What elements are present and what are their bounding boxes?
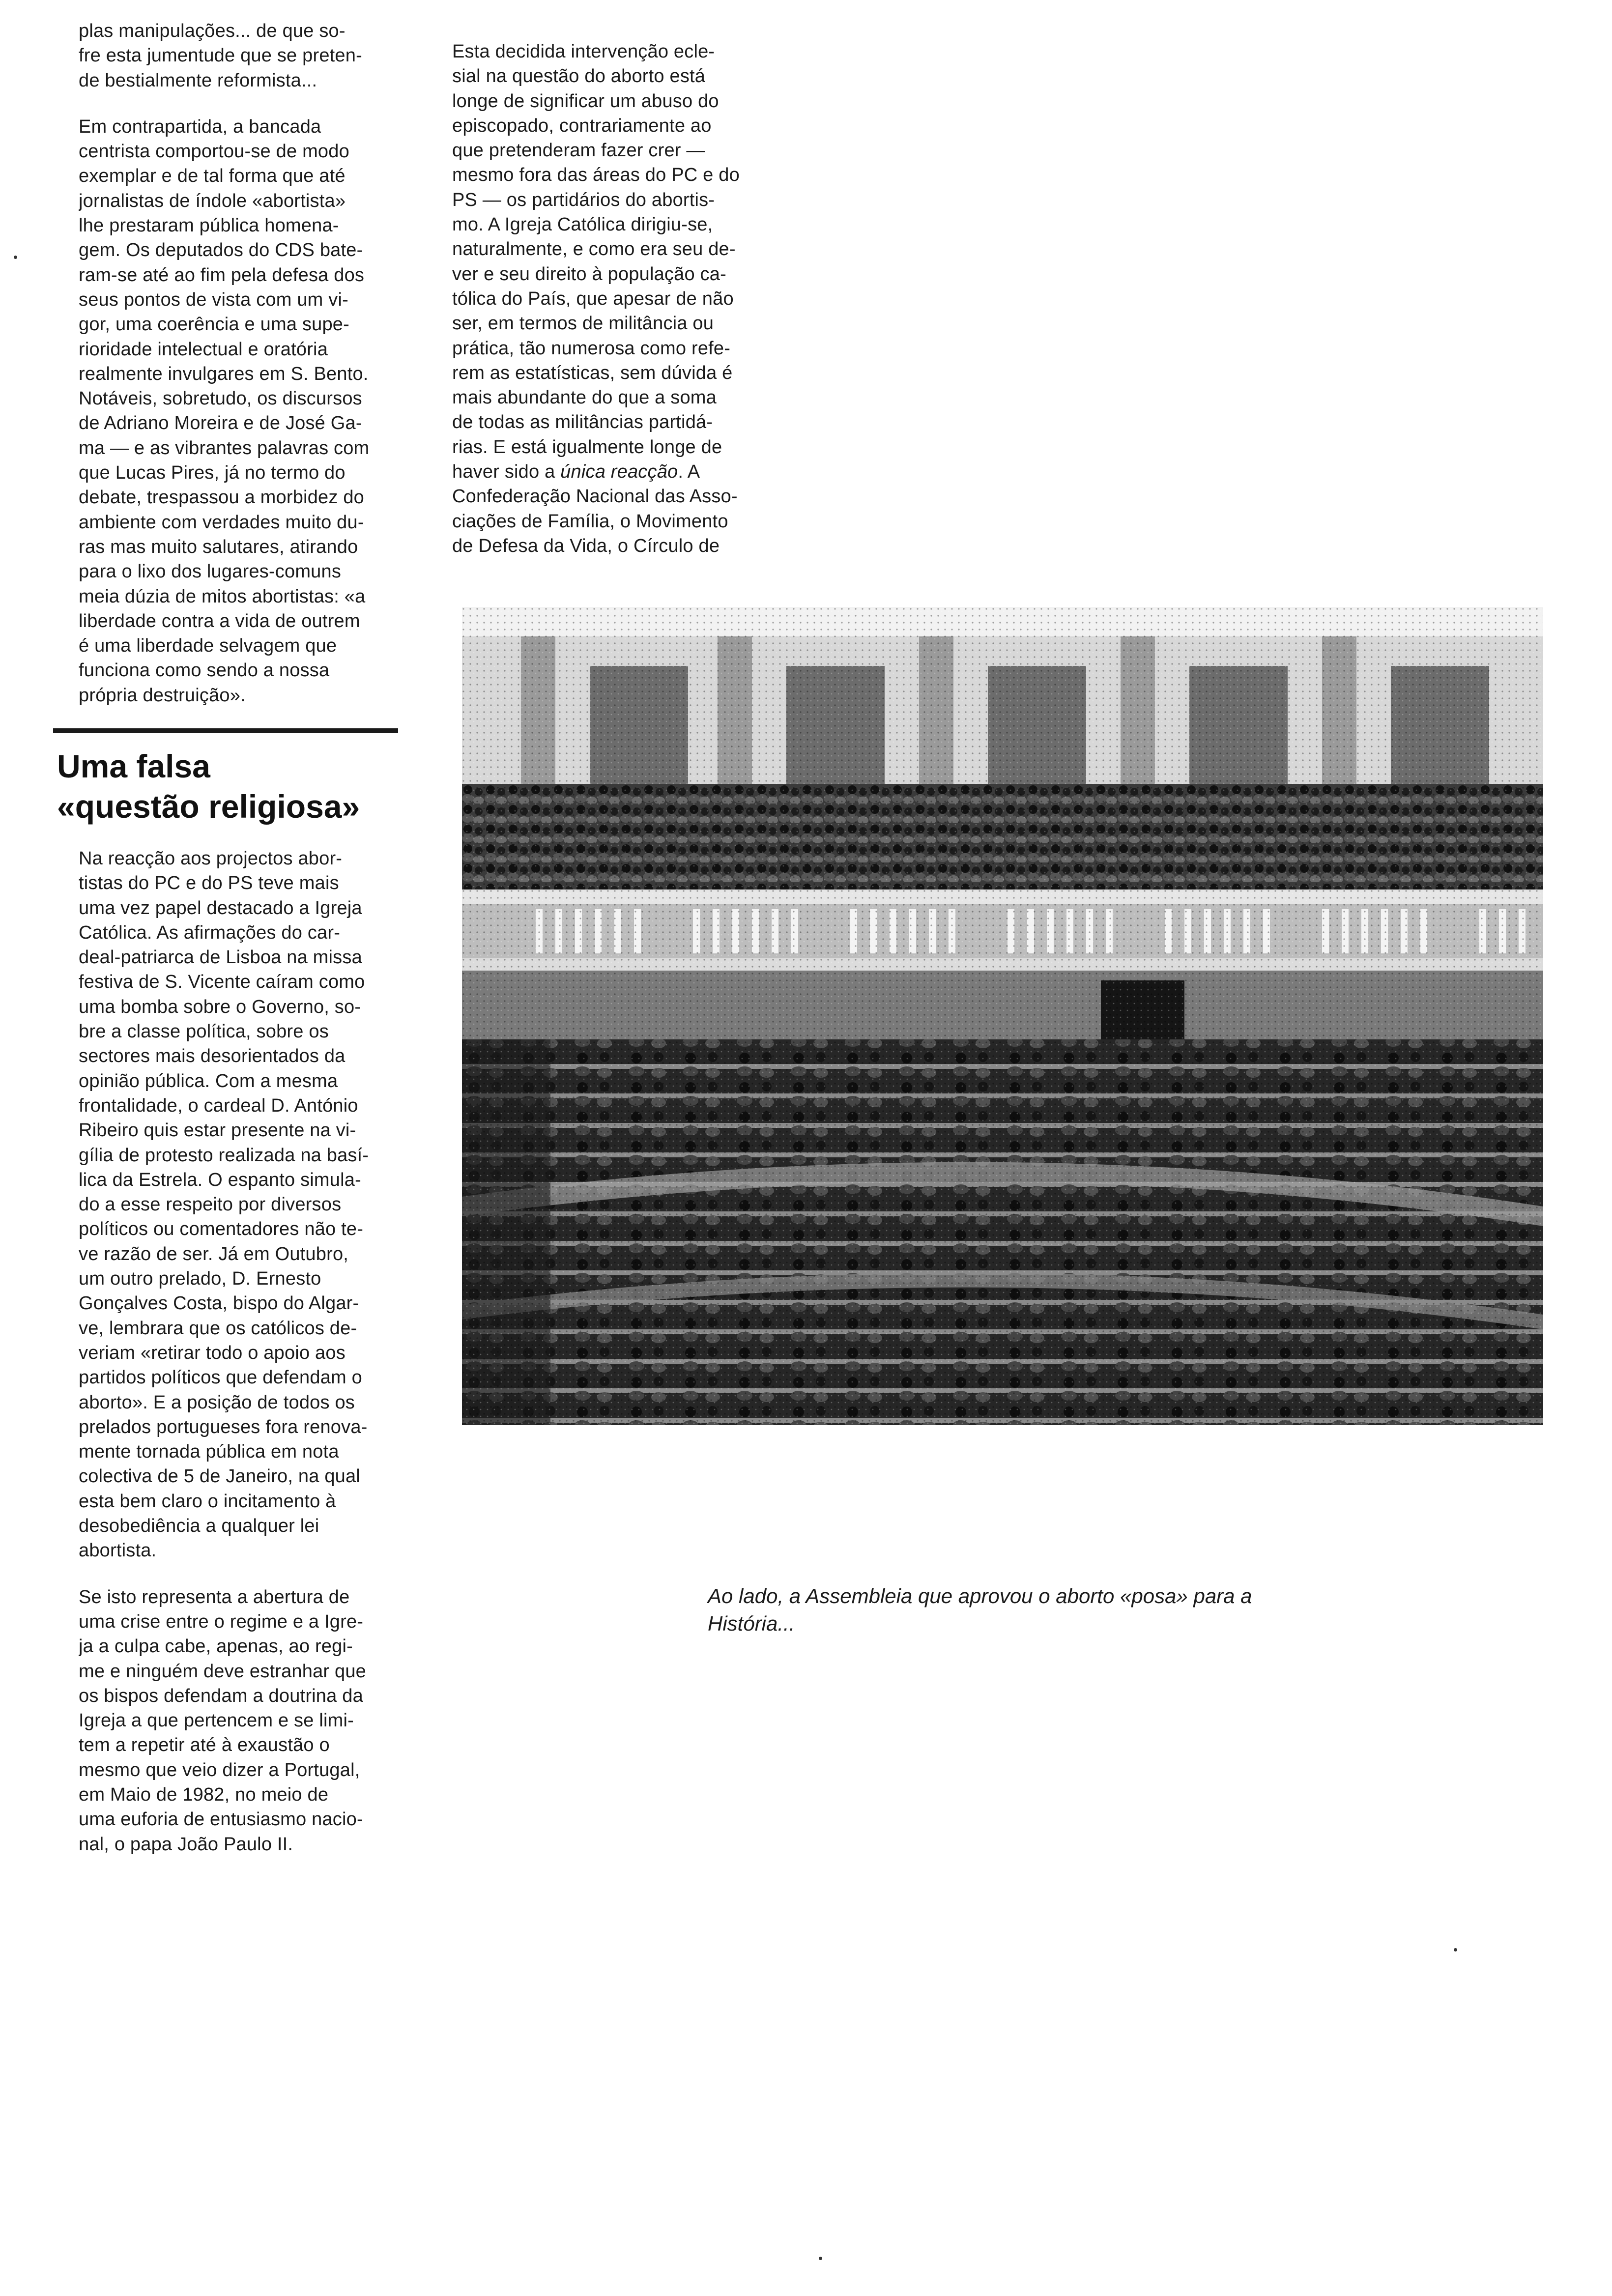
- scan-speck: [819, 2257, 822, 2260]
- text-line: liberdade contra a vida de outrem: [79, 610, 360, 631]
- text-line: do a esse respeito por diversos: [79, 1194, 342, 1215]
- scan-speck: [1454, 1948, 1457, 1952]
- caption-line: História...: [708, 1612, 795, 1635]
- section-heading-line: Uma falsa: [57, 748, 210, 784]
- text-line: é uma liberdade selvagem que: [79, 635, 337, 657]
- caption-line: Ao lado, a Assembleia que aprovou o aborto «posa» para a: [708, 1584, 1252, 1607]
- text-line: ser, em termos de militância ou: [452, 313, 714, 334]
- text-line: centrista comportou-se de modo: [79, 141, 349, 162]
- text-line: plas manipulações... de que so-: [79, 21, 345, 41]
- text-line: me e ninguém deve estranhar que: [79, 1661, 367, 1682]
- text-line: uma crise entre o regime e a Igre-: [79, 1611, 364, 1632]
- text-line: Se isto representa a abertura de: [79, 1586, 350, 1607]
- text-line: mente tornada pública em nota: [79, 1441, 339, 1463]
- paragraph: [79, 115, 398, 708]
- text-line: Ribeiro quis estar presente na vi-: [79, 1120, 356, 1141]
- text-line: Em contrapartida, a bancada: [79, 116, 321, 137]
- text-line: de Adriano Moreira e de José Ga-: [79, 413, 362, 434]
- paragraph: [79, 19, 398, 93]
- text-line: de todas as militâncias partidá-: [452, 412, 713, 433]
- middle-column: [452, 39, 791, 558]
- text-line: jornalistas de índole «abortista»: [79, 190, 346, 211]
- text-line: Notáveis, sobretudo, os discursos: [79, 388, 362, 409]
- text-line: longe de significar um abuso do: [452, 90, 719, 112]
- text-line: uma vez papel destacado a Igreja: [79, 897, 362, 918]
- text-line: uma bomba sobre o Governo, so-: [79, 996, 361, 1017]
- text-line: Esta decidida intervenção ecle-: [452, 41, 715, 62]
- text-line: gor, uma coerência e uma supe-: [79, 314, 349, 335]
- text-line: fre esta jumentude que se preten-: [79, 45, 362, 66]
- text-line: veriam «retirar todo o apoio aos: [79, 1342, 345, 1363]
- section-heading: [57, 746, 411, 827]
- text-line: Gonçalves Costa, bispo do Algar-: [79, 1293, 359, 1314]
- text-line: tistas do PC e do PS teve mais: [79, 873, 339, 894]
- text-line: episcopado, contrariamente ao: [452, 115, 712, 136]
- text-line: colectiva de 5 de Janeiro, na qual: [79, 1466, 360, 1487]
- text-line: Confederação Nacional das Asso-: [452, 486, 738, 507]
- left-column-top: [79, 19, 398, 708]
- text-line: festiva de S. Vicente caíram como: [79, 972, 365, 993]
- text-line: esta bem claro o incitamento à: [79, 1491, 336, 1512]
- paragraph: [79, 846, 398, 1563]
- text-line: naturalmente, e como era seu de-: [452, 239, 736, 260]
- text-line: abortista.: [79, 1540, 157, 1561]
- text-line: funciona como sendo a nossa: [79, 660, 330, 681]
- text-line: que pretenderam fazer crer —: [452, 140, 705, 161]
- text-line: prelados portugueses fora renova-: [79, 1416, 368, 1437]
- photo-caption: [708, 1582, 1406, 1637]
- text-line: desobediência a qualquer lei: [79, 1516, 319, 1537]
- text-line: uma euforia de entusiasmo nacio-: [79, 1809, 363, 1830]
- text-line: Igreja a que pertencem e se limi-: [79, 1710, 354, 1731]
- text-line: ve razão de ser. Já em Outubro,: [79, 1243, 349, 1264]
- text-line: PS — os partidários do abortis-: [452, 189, 715, 210]
- text-line: opinião pública. Com a mesma: [79, 1070, 338, 1091]
- assembly-chamber-photo: [462, 607, 1543, 1425]
- text-line: nal, o papa João Paulo II.: [79, 1834, 293, 1855]
- scan-speck: [14, 256, 17, 259]
- text-line: ram-se até ao fim pela defesa dos: [79, 264, 365, 286]
- text-line: de bestialmente reformista...: [79, 70, 317, 91]
- text-line: lica da Estrela. O espanto simula-: [79, 1169, 361, 1190]
- text-line: meia dúzia de mitos abortistas: «a: [79, 586, 366, 607]
- text-line: deal-patriarca de Lisboa na missa: [79, 947, 362, 968]
- text-line: para o lixo dos lugares-comuns: [79, 561, 342, 582]
- section-rule: [53, 728, 398, 733]
- text-line: ma — e as vibrantes palavras com: [79, 437, 370, 459]
- text-line: políticos ou comentadores não te-: [79, 1219, 364, 1240]
- text-line: sectores mais desorientados da: [79, 1046, 345, 1067]
- text-line: rem as estatísticas, sem dúvida é: [452, 362, 733, 383]
- text-line: ciações de Família, o Movimento: [452, 511, 728, 532]
- text-line: mais abundante do que a soma: [452, 387, 717, 408]
- text-line: partidos políticos que defendam o: [79, 1367, 362, 1388]
- text-line: prática, tão numerosa como refe-: [452, 338, 731, 359]
- text-line: ver e seu direito à população ca-: [452, 263, 726, 285]
- text-line: gem. Os deputados do CDS bate-: [79, 240, 363, 261]
- text-line: em Maio de 1982, no meio de: [79, 1784, 329, 1805]
- text-line: gília de protesto realizada na basí-: [79, 1145, 369, 1166]
- text-line: tólica do País, que apesar de não: [452, 288, 734, 309]
- text-line: ras mas muito salutares, atirando: [79, 536, 358, 557]
- text-line: exemplar e de tal forma que até: [79, 166, 345, 187]
- text-line: rioridade intelectual e oratória: [79, 339, 328, 360]
- text-line: frontalidade, o cardeal D. António: [79, 1095, 358, 1116]
- text-line: que Lucas Pires, já no termo do: [79, 462, 345, 484]
- text-line: seus pontos de vista com um vi-: [79, 289, 348, 310]
- text-line: tem a repetir até à exaustão o: [79, 1735, 330, 1756]
- paragraph: [79, 1585, 398, 1857]
- text-line: realmente invulgares em S. Bento.: [79, 363, 369, 384]
- text-line: bre a classe política, sobre os: [79, 1021, 329, 1042]
- text-line: rias. E está igualmente longe de: [452, 436, 722, 458]
- text-line: um outro prelado, D. Ernesto: [79, 1268, 321, 1290]
- text-line: própria destruição».: [79, 685, 246, 706]
- text-line: lhe prestaram pública homena-: [79, 215, 339, 236]
- text-line: de Defesa da Vida, o Círculo de: [452, 535, 720, 556]
- text-line: ja a culpa cabe, apenas, ao regi-: [79, 1636, 353, 1657]
- text-line: aborto». E a posição de todos os: [79, 1392, 355, 1413]
- text-line: os bispos defendam a doutrina da: [79, 1685, 363, 1706]
- text-line: Na reacção aos projectos abor-: [79, 848, 343, 869]
- section-heading-line: «questão religiosa»: [57, 788, 360, 825]
- text-line: mo. A Igreja Católica dirigiu-se,: [452, 214, 713, 235]
- text-line: ambiente com verdades muito du-: [79, 512, 364, 533]
- text-line: debate, trespassou a morbidez do: [79, 487, 364, 508]
- left-column-bottom: [79, 846, 398, 1857]
- text-line: mesmo que veio dizer a Portugal,: [79, 1759, 360, 1780]
- text-line: ve, lembrara que os católicos de-: [79, 1318, 357, 1339]
- text-line: mesmo fora das áreas do PC e do: [452, 165, 740, 186]
- text-line: haver sido a única reacção. A: [452, 461, 700, 483]
- text-line: Católica. As afirmações do car-: [79, 922, 341, 943]
- text-line: sial na questão do aborto está: [452, 66, 706, 87]
